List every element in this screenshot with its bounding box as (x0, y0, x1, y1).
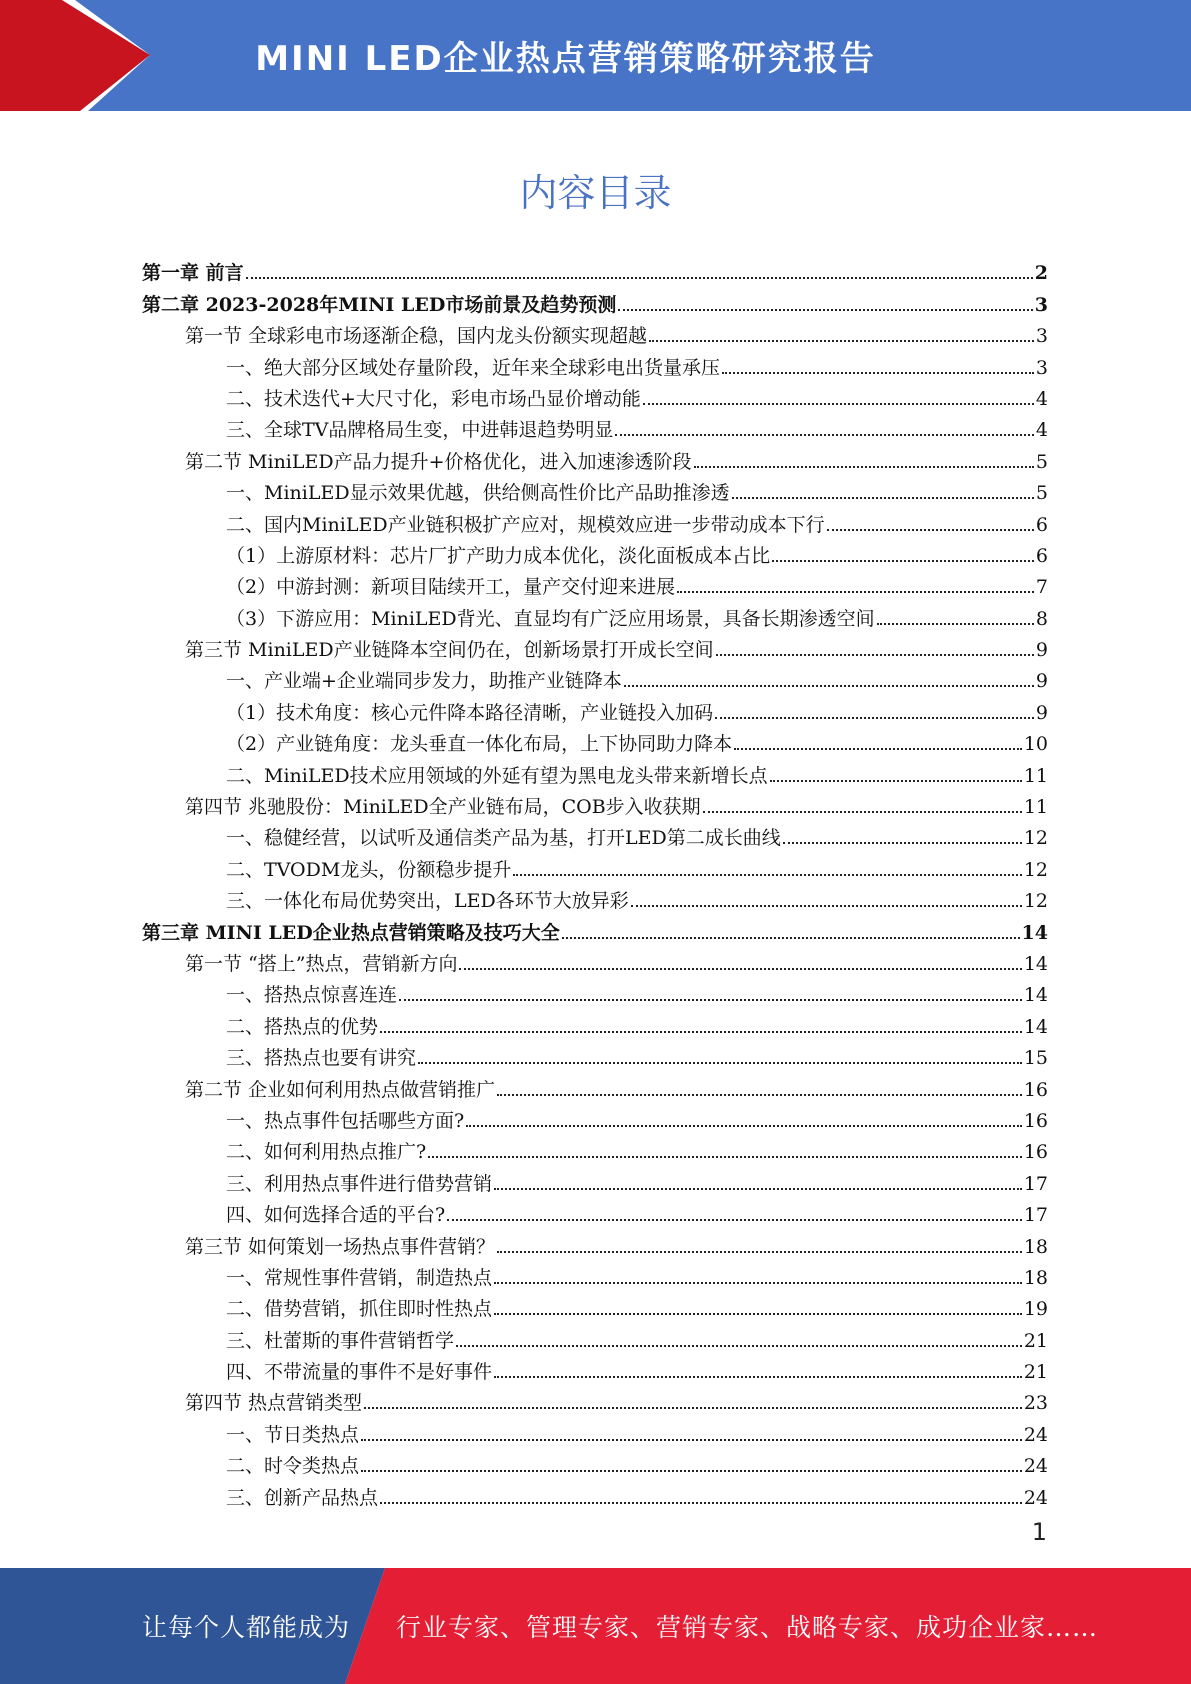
toc-entry[interactable] (142, 944, 1048, 975)
toc-entry-label: 第一节 全球彩电市场逐渐企稳，国内龙头份额实现超越 (185, 325, 648, 348)
toc-entry-label: 二、国内MiniLED产业链积极扩产应对，规模效应进一步带动成本下行 (226, 513, 825, 536)
toc-entry-page: 14 (1023, 952, 1048, 975)
toc-leader-dots (494, 1282, 1022, 1284)
toc-entry[interactable] (142, 410, 1048, 441)
toc-entry[interactable] (142, 1477, 1048, 1508)
toc-leader-dots (827, 529, 1034, 531)
toc-entry-label: 第四节 兆驰股份：MiniLED全产业链布局，COB步入收获期 (185, 796, 701, 819)
toc-entry-label: 一、稳健经营，以试听及通信类产品为基，打开LED第二成长曲线 (226, 827, 781, 850)
toc-entry-page: 10 (1023, 733, 1048, 756)
toc-entry-label: 四、如何选择合适的平台? (226, 1204, 446, 1227)
toc-entry-label: （2）中游封测：新项目陆续开工，量产交付迎来进展 (226, 576, 676, 599)
toc-entry-label: 一、搭热点惊喜连连 (226, 984, 398, 1007)
toc-leader-dots (361, 1470, 1022, 1472)
toc-entry-page: 11 (1023, 796, 1048, 819)
toc-leader-dots (649, 340, 1034, 342)
toc-leader-dots (562, 937, 1020, 939)
toc-leader-dots (361, 1439, 1022, 1441)
toc-entry[interactable] (142, 1446, 1048, 1477)
toc-entry-label: 第二章 2023-2028年MINI LED市场前景及趋势预测 (142, 293, 617, 316)
toc-entry-page: 24 (1023, 1423, 1048, 1446)
toc-entry-page: 3 (1035, 356, 1048, 379)
toc-leader-dots (494, 1376, 1022, 1378)
toc-entry[interactable] (142, 849, 1048, 880)
toc-leader-dots (783, 842, 1022, 844)
toc-heading: 内容目录 (519, 171, 672, 215)
toc-entry[interactable] (142, 787, 1048, 818)
toc-entry[interactable] (142, 1414, 1048, 1445)
toc-entry-page: 24 (1023, 1486, 1048, 1509)
toc-leader-dots (513, 874, 1021, 876)
toc-entry-page: 16 (1023, 1078, 1048, 1101)
toc-entry-label: 三、搭热点也要有讲究 (226, 1047, 417, 1070)
toc-leader-dots (703, 811, 1022, 813)
toc-leader-dots (246, 277, 1033, 279)
toc-entry-page: 5 (1035, 450, 1048, 473)
toc-entry[interactable] (142, 724, 1048, 755)
toc-entry[interactable] (142, 755, 1048, 786)
toc-leader-dots (615, 434, 1034, 436)
toc-leader-dots (418, 1062, 1022, 1064)
footer-slogan-right: 行业专家、管理专家、营销专家、战略专家、成功企业家…… (396, 1613, 1099, 1642)
toc-entry-page: 3 (1035, 325, 1048, 348)
toc-entry-label: （3）下游应用：MiniLED背光、直显均有广泛应用场景，具备长期渗透空间 (226, 607, 875, 630)
toc-entry-label: 第四节 热点营销类型 (185, 1392, 363, 1415)
toc-leader-dots (447, 1219, 1022, 1221)
toc-entry[interactable] (142, 1352, 1048, 1383)
toc-leader-dots (380, 1031, 1022, 1033)
toc-entry-label: 第三节 如何策划一场热点事件营销？ (185, 1235, 496, 1258)
toc-leader-dots (716, 654, 1034, 656)
toc-entry-page: 7 (1035, 576, 1048, 599)
footer-slogan-left: 让每个人都能成为 (142, 1613, 351, 1642)
table-of-contents (142, 253, 1048, 1509)
toc-entry[interactable] (142, 1195, 1048, 1226)
toc-leader-dots (618, 309, 1032, 311)
toc-entry-label: 一、产业端+企业端同步发力，助推产业链降本 (226, 670, 622, 693)
toc-entry-page: 17 (1023, 1172, 1048, 1195)
toc-entry[interactable] (142, 1320, 1048, 1351)
toc-entry[interactable] (142, 347, 1048, 378)
toc-entry-label: 一、绝大部分区域处存量阶段，近年来全球彩电出货量承压 (226, 356, 721, 379)
toc-leader-dots (631, 905, 1022, 907)
toc-entry-label: 二、技术迭代+大尺寸化，彩电市场凸显价增动能 (226, 387, 641, 410)
toc-entry-page: 6 (1035, 544, 1048, 567)
toc-leader-dots (364, 1407, 1022, 1409)
toc-leader-dots (497, 1094, 1022, 1096)
toc-leader-dots (494, 1188, 1022, 1190)
header-banner (0, 0, 1191, 111)
toc-entry-page: 3 (1034, 293, 1048, 316)
toc-entry-page: 16 (1023, 1141, 1048, 1164)
toc-leader-dots (772, 560, 1034, 562)
toc-entry-page: 5 (1035, 482, 1048, 505)
document-title: MINI LED企业热点营销策略研究报告 (255, 39, 876, 79)
toc-entry[interactable] (142, 284, 1048, 315)
toc-entry[interactable] (142, 536, 1048, 567)
toc-leader-dots (399, 999, 1022, 1001)
toc-entry-page: 18 (1023, 1266, 1048, 1289)
toc-entry-label: （1）上游原材料：芯片厂扩产助力成本优化，淡化面板成本占比 (226, 544, 771, 567)
toc-leader-dots (380, 1502, 1022, 1504)
toc-entry-label: 三、全球TV品牌格局生变，中进韩退趋势明显 (226, 419, 614, 442)
toc-leader-dots (732, 497, 1034, 499)
toc-leader-dots (466, 1125, 1022, 1127)
toc-entry-page: 9 (1035, 670, 1048, 693)
toc-leader-dots (459, 968, 1021, 970)
toc-entry-label: 三、利用热点事件进行借势营销 (226, 1172, 493, 1195)
toc-entry-page: 6 (1035, 513, 1048, 536)
toc-entry-label: （1）技术角度：核心元件降本路径清晰，产业链投入加码 (226, 701, 714, 724)
toc-leader-dots (877, 623, 1034, 625)
toc-entry[interactable] (142, 1038, 1048, 1069)
toc-leader-dots (494, 1313, 1022, 1315)
toc-entry[interactable] (142, 1069, 1048, 1100)
toc-leader-dots (497, 1251, 1022, 1253)
toc-entry[interactable] (142, 1101, 1048, 1132)
page-number: 1 (1031, 1518, 1047, 1546)
toc-entry-label: 二、MiniLED技术应用领域的外延有望为黑电龙头带来新增长点 (226, 764, 768, 787)
toc-leader-dots (694, 466, 1034, 468)
toc-entry-label: 二、TVODM龙头，份额稳步提升 (226, 858, 512, 881)
toc-entry[interactable] (142, 975, 1048, 1006)
toc-entry[interactable] (142, 1006, 1048, 1037)
toc-entry-page: 9 (1035, 701, 1048, 724)
toc-entry-page: 2 (1034, 262, 1048, 285)
toc-entry[interactable] (142, 1132, 1048, 1163)
toc-entry-page: 24 (1023, 1455, 1048, 1478)
toc-entry-page: 8 (1035, 607, 1048, 630)
toc-entry[interactable] (142, 630, 1048, 661)
toc-entry[interactable] (142, 441, 1048, 472)
toc-entry-label: 三、创新产品热点 (226, 1486, 379, 1509)
toc-entry-label: 二、借势营销，抓住即时性热点 (226, 1298, 493, 1321)
toc-leader-dots (722, 372, 1034, 374)
toc-entry-page: 19 (1023, 1298, 1048, 1321)
toc-entry-page: 9 (1035, 639, 1048, 662)
toc-entry-label: 三、一体化布局优势突出，LED各环节大放异彩 (226, 890, 629, 913)
toc-entry[interactable] (142, 598, 1048, 629)
toc-entry-label: 四、不带流量的事件不是好事件 (226, 1361, 493, 1384)
toc-entry-page: 14 (1023, 1015, 1048, 1038)
toc-entry[interactable] (142, 912, 1048, 943)
toc-entry-page: 14 (1021, 921, 1048, 944)
toc-entry-page: 14 (1023, 984, 1048, 1007)
toc-entry-page: 4 (1035, 387, 1048, 410)
toc-leader-dots (715, 717, 1034, 719)
toc-entry[interactable] (142, 818, 1048, 849)
toc-leader-dots (456, 1345, 1022, 1347)
toc-leader-dots (770, 780, 1022, 782)
header-arrow-shape (0, 0, 150, 111)
toc-entry-label: 一、节日类热点 (226, 1423, 360, 1446)
toc-entry-page: 17 (1023, 1204, 1048, 1227)
toc-entry-label: 二、时令类热点 (226, 1455, 360, 1478)
toc-entry[interactable] (142, 473, 1048, 504)
toc-entry-label: 三、杜蕾斯的事件营销哲学 (226, 1329, 455, 1352)
toc-entry[interactable] (142, 1289, 1048, 1320)
toc-leader-dots (624, 685, 1034, 687)
toc-leader-dots (428, 1156, 1022, 1158)
toc-entry[interactable] (142, 1163, 1048, 1194)
toc-entry[interactable] (142, 661, 1048, 692)
toc-entry-label: 一、热点事件包括哪些方面? (226, 1109, 465, 1132)
toc-entry-label: （2）产业链角度：龙头垂直一体化布局，上下协同助力降本 (226, 733, 733, 756)
toc-leader-dots (643, 403, 1034, 405)
toc-entry[interactable] (142, 379, 1048, 410)
toc-entry[interactable] (142, 692, 1048, 723)
toc-entry-label: 第三节 MiniLED产业链降本空间仍在，创新场景打开成长空间 (185, 639, 714, 662)
toc-entry[interactable] (142, 504, 1048, 535)
toc-entry-label: 第三章 MINI LED企业热点营销策略及技巧大全 (142, 921, 560, 944)
toc-entry-page: 12 (1023, 858, 1048, 881)
toc-leader-dots (677, 591, 1034, 593)
toc-leader-dots (734, 748, 1022, 750)
toc-entry[interactable] (142, 1258, 1048, 1289)
toc-entry-label: 一、MiniLED显示效果优越，供给侧高性价比产品助推渗透 (226, 482, 730, 505)
toc-entry-label: 一、常规性事件营销，制造热点 (226, 1266, 493, 1289)
toc-entry-page: 16 (1023, 1109, 1048, 1132)
toc-entry-page: 12 (1023, 827, 1048, 850)
toc-entry[interactable] (142, 253, 1048, 284)
toc-entry[interactable] (142, 567, 1048, 598)
toc-entry-label: 第二节 MiniLED产品力提升+价格优化，进入加速渗透阶段 (185, 450, 692, 473)
toc-entry-label: 二、如何利用热点推广? (226, 1141, 427, 1164)
toc-entry-label: 第一节 “搭上”热点，营销新方向 (185, 952, 458, 975)
toc-entry-page: 21 (1023, 1361, 1048, 1384)
toc-entry-label: 第一章 前言 (142, 262, 244, 285)
toc-entry-page: 12 (1023, 890, 1048, 913)
toc-entry[interactable] (142, 881, 1048, 912)
toc-entry-page: 21 (1023, 1329, 1048, 1352)
toc-entry-page: 11 (1023, 764, 1048, 787)
toc-entry[interactable] (142, 1226, 1048, 1257)
toc-entry-label: 二、搭热点的优势 (226, 1015, 379, 1038)
toc-entry-page: 18 (1023, 1235, 1048, 1258)
toc-entry-page: 15 (1023, 1047, 1048, 1070)
footer-banner (0, 1568, 1191, 1684)
toc-entry-page: 4 (1035, 419, 1048, 442)
toc-entry[interactable] (142, 316, 1048, 347)
toc-entry-page: 23 (1023, 1392, 1048, 1415)
toc-entry-label: 第二节 企业如何利用热点做营销推广 (185, 1078, 496, 1101)
toc-entry[interactable] (142, 1383, 1048, 1414)
